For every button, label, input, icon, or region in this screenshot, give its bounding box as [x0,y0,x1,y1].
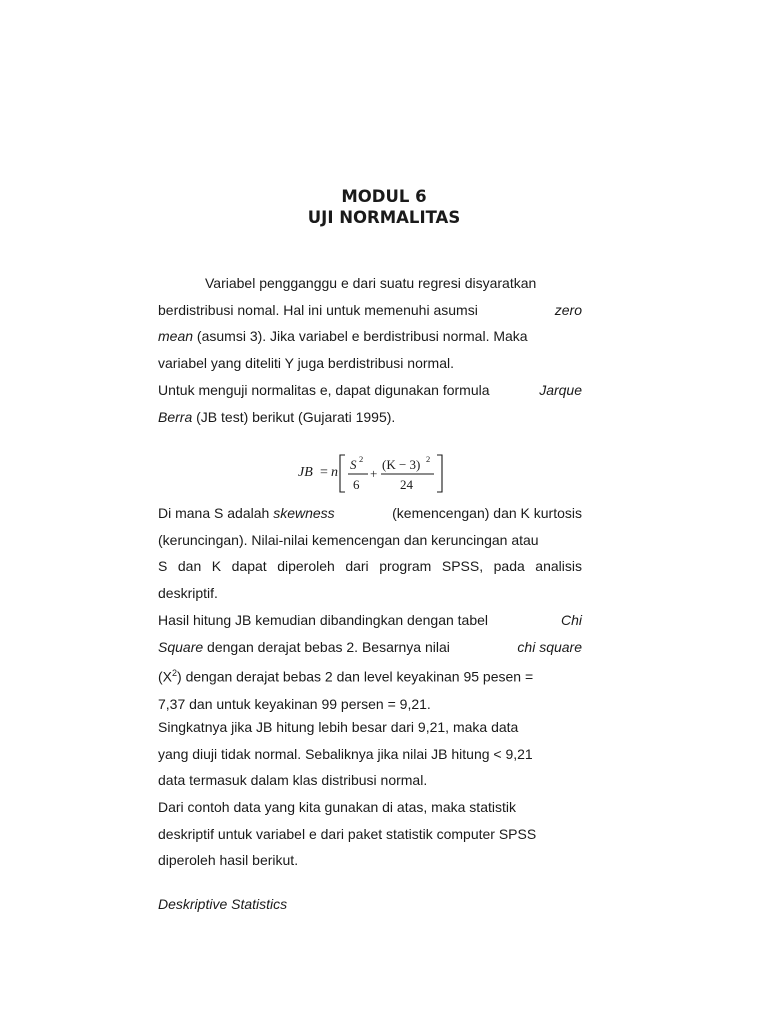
paragraph-line [158,377,582,404]
right-bracket [437,455,442,492]
paragraph-line: variabel yang diteliti Y juga berdistribusi normal. [158,355,454,372]
italic-term: mean [158,328,194,345]
text-run: (asumsi 3). Jika variabel e berdistribusi normal. Maka [193,328,528,345]
module-number-heading: MODUL 6 [341,187,427,206]
text-run: Untuk menguji normalitas e, dapat digunakan formula [158,382,490,398]
module-title-heading: UJI NORMALITAS [307,208,461,227]
formula-k-term: (K − 3) [382,457,421,472]
superscript: 2 [172,668,178,679]
paragraph-line [158,607,582,634]
formula-s: S [350,457,357,472]
conclusion-paragraph [158,714,582,794]
italic-term: skewness [273,505,335,521]
formula-intro-paragraph [158,377,582,430]
formula-lhs: JB [298,465,313,480]
formula-denominator-24: 24 [400,477,413,492]
paragraph-line: $(X^2)$ dengan derajat bebas 2 dan level keyakinan 95 pesen = [158,668,534,686]
paragraph-line: Dari contoh data yang kita gunakan di atas, maka statistik [158,799,516,815]
jarque-bera-formula [296,452,446,494]
text-run: Di mana S adalah skewness [158,505,335,521]
intro-paragraph [158,270,582,377]
chi-square-paragraph [158,607,582,717]
formula-equals: = [320,465,328,480]
skewness-kurtosis-paragraph [158,500,582,607]
paragraph-line: deskriptif untuk variabel e dari paket statistik computer SPSS [158,825,537,842]
formula-plus: + [370,466,378,481]
italic-term: Jarque [539,382,582,398]
formula-n: n [331,465,338,480]
text-run: (JB test) berikut (Gujarati 1995). [192,408,396,425]
paragraph-line [158,297,582,324]
paragraph-line: diperoleh hasil berikut. [158,852,299,869]
paragraph-line: data termasuk dalam klas distribusi normal. [158,772,428,789]
paragraph-line: 7,37 dan untuk keyakinan 99 persen = 9,21. [158,695,431,712]
left-bracket [340,455,345,492]
text-run: berdistribusi nomal. Hal ini untuk memenuhi asumsi [158,301,478,318]
italic-term: zero [554,301,582,318]
paragraph-line: Singkatnya jika JB hitung lebih besar dari 9,21, maka data [158,719,519,735]
paragraph-line [158,323,582,350]
italic-term: chi square [517,638,582,655]
paragraph-line [158,404,582,431]
text-run: Hasil hitung JB kemudian dibandingkan dengan tabel [158,612,489,628]
paragraph-line [158,500,582,527]
text-run: Square dengan derajat bebas 2. Besarnya nilai [158,638,450,655]
paragraph-line [158,270,582,297]
italic-term: Berra [158,408,193,425]
paragraph-line: (keruncingan). Nilai-nilai kemencengan dan keruncingan atau [158,531,539,548]
paragraph-line: deskriptif. [158,585,218,602]
text-run: Variabel pengganggu e dari suatu regresi disyaratkan [205,275,537,291]
text-run: (kemencengan) dan K kurtosis [392,505,582,521]
formula-denominator-6: 6 [353,477,360,492]
paragraph-line: yang diuji tidak normal. Sebaliknya jika nilai JB hitung < 9,21 [158,745,533,762]
paragraph-line [158,634,582,661]
formula-s-exponent: 2 [359,454,364,464]
formula-k-exponent: 2 [426,454,431,464]
italic-term: Square [158,638,204,655]
italic-term: Chi [560,612,582,628]
descriptive-statistics-caption: Deskriptive Statistics [158,896,288,912]
paragraph-line: S dan K dapat diperoleh dari program SPSS, pada analisis [158,558,582,575]
example-paragraph [158,794,582,874]
